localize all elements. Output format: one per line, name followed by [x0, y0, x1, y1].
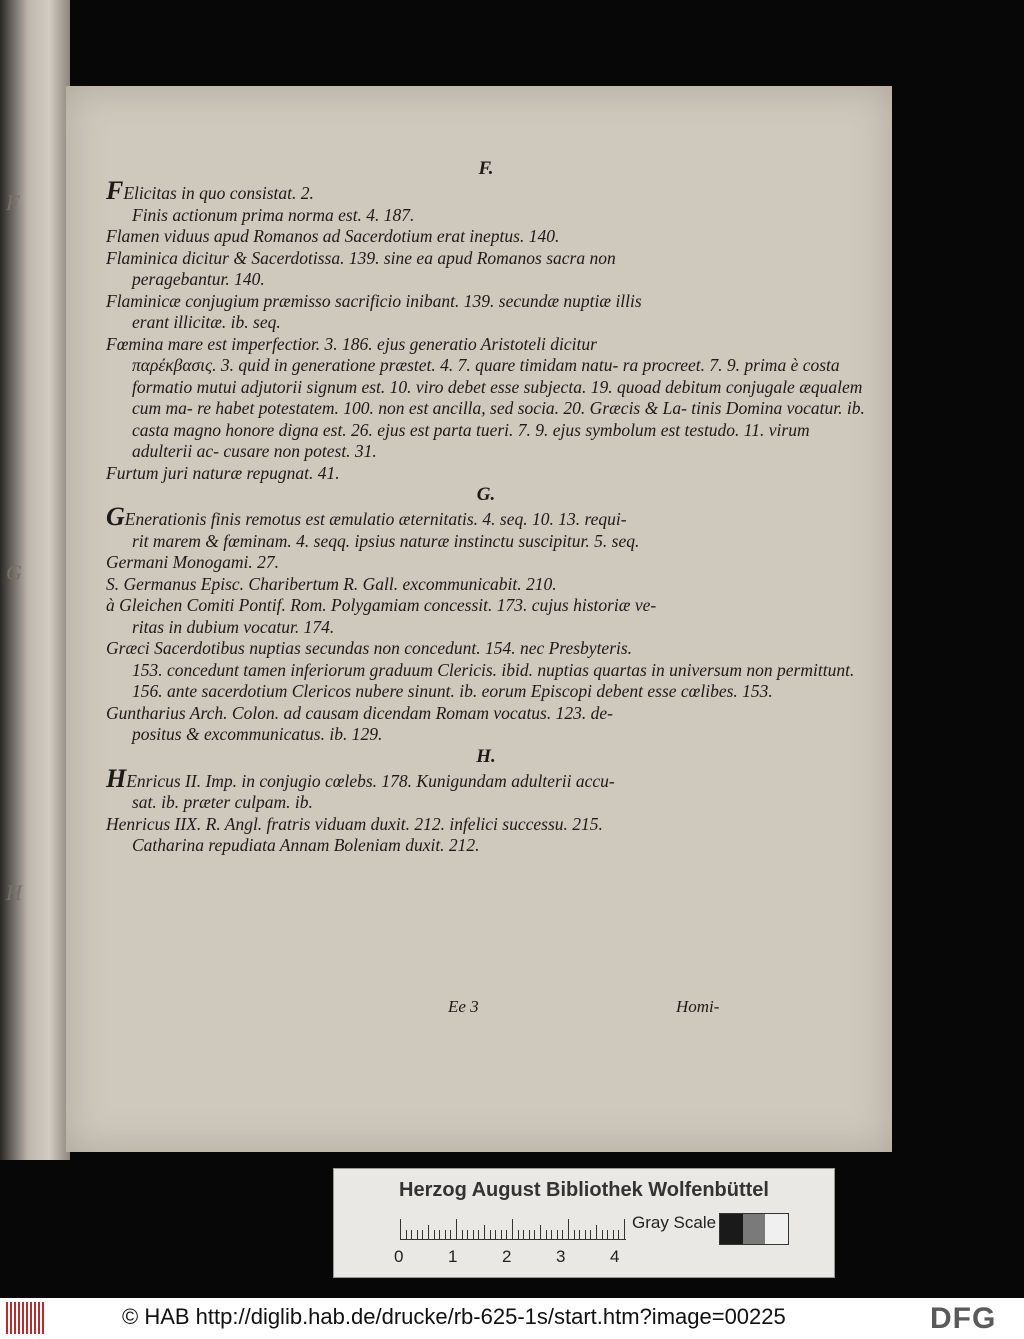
ruler-tick [411, 1230, 412, 1239]
ruler-tick [417, 1230, 418, 1239]
signature-mark: Ee 3 [448, 997, 479, 1016]
ruler-tick [607, 1230, 608, 1239]
ruler-tick [484, 1225, 485, 1239]
ruler-tick [596, 1225, 597, 1239]
gray-scale-label: Gray Scale [632, 1213, 717, 1232]
barcode-icon [6, 1302, 46, 1334]
ruler-tick [512, 1219, 513, 1239]
ruler-number: 4 [610, 1247, 620, 1266]
entry-continuation: Catharina repudiata Annam Boleniam duxit. 212. [132, 835, 480, 855]
entry-continuation: erant illicitæ. ib. seq. [132, 312, 281, 332]
ruler-tick [478, 1230, 479, 1239]
index-entry [106, 814, 866, 857]
entry-continuation: Finis actionum prima norma est. 4. 187. [132, 204, 415, 225]
entry-text: Henricus IIX. R. Angl. fratris viduam duxit. 212. infelici successu. 215. [106, 813, 603, 834]
ruler-tick [428, 1225, 429, 1239]
drop-cap: F [106, 176, 124, 205]
index-entry [106, 703, 866, 746]
ruler-tick [400, 1219, 401, 1239]
ruler-tick [590, 1230, 591, 1239]
entry-text: Enricus II. Imp. in conjugio cœlebs. 178. Kunigundam adulterii accu- [126, 770, 615, 791]
entry-text: à Gleichen Comiti Pontif. Rom. Polygamiam concessit. 173. cujus historiæ ve- [106, 595, 657, 615]
drop-cap: H [106, 763, 127, 793]
entry-text: Germani Monogami. 27. [106, 552, 280, 572]
gray-swatch [765, 1214, 788, 1244]
ruler-tick [551, 1230, 552, 1239]
ruler-number: 2 [502, 1247, 512, 1266]
entry-continuation: rit marem & fœminam. 4. seqq. ipsius naturæ instinctu suscipitur. 5. seq. [132, 530, 640, 551]
section-heading-h: H. [476, 745, 496, 767]
entries-h [106, 763, 866, 857]
adjacent-page-edge [0, 0, 70, 1160]
ruler-tick [501, 1230, 502, 1239]
bleed-text: G [6, 560, 22, 585]
entry-continuation: sat. ib. præter culpam. ib. [132, 792, 313, 812]
entry-continuation: peragebantur. 140. [132, 269, 265, 289]
ruler-tick [462, 1230, 463, 1239]
ruler-tick [434, 1230, 435, 1239]
index-entry [106, 502, 866, 552]
ruler-tick [540, 1225, 541, 1239]
bleed-text: F [6, 190, 20, 215]
section-heading-g: G. [476, 484, 496, 505]
entry-text: Guntharius Arch. Colon. ad causam dicendam Romam vocatus. 123. de- [106, 702, 613, 723]
ruler-tick [624, 1219, 625, 1239]
dfg-logo: DFG [930, 1302, 997, 1335]
drop-cap: G [106, 502, 125, 531]
scale-ruler [400, 1217, 626, 1240]
index-entry [106, 291, 866, 334]
index-entry [106, 595, 866, 638]
entry-text: Fœmina mare est imperfectior. 3. 186. ejus generatio Aristoteli dicitur [106, 333, 597, 354]
ruler-number: 1 [448, 1247, 458, 1266]
index-entry [106, 226, 866, 248]
index-entry [106, 638, 866, 703]
ruler-tick [422, 1230, 423, 1239]
footer-bar [0, 1298, 1024, 1339]
entry-continuation: παρέκβασις. 3. quid in generatione præstet. 4. 7. quare timidam natu- ra procreet. 7. 9. prima è costa formatio mutui adjutorii signum est. 10. viro debet esse subjecta. 19. quoad debitum conjugale æqualem cum ma- re habet potestatem. 100. non est ancilla, sed socia. 20. Græcis & La- tinis Domina vocatur. ib. casta magno honore digna est. 26. ejus est parta tueri. 7. 9. ejus symbolum est testudo. 11. virum adulterii ac- cusare non potest. 31. [132, 355, 865, 461]
index-entry [106, 248, 866, 291]
entry-text: Elicitas in quo consistat. 2. [123, 183, 314, 203]
ruler-tick [406, 1230, 407, 1239]
ruler-tick [557, 1230, 558, 1239]
entry-text: Græci Sacerdotibus nuptias secundas non concedunt. 154. nec Presbyteris. [106, 638, 633, 658]
bleed-text: H [6, 880, 22, 905]
entry-text: Flamen viduus apud Romanos ad Sacerdotium erat ineptus. 140. [106, 226, 560, 246]
ruler-tick [518, 1230, 519, 1239]
entry-continuation: positus & excommunicatus. ib. 129. [132, 724, 383, 744]
ruler-tick [490, 1230, 491, 1239]
ruler-tick [495, 1230, 496, 1239]
ruler-tick [473, 1230, 474, 1239]
ruler-number: 3 [556, 1247, 566, 1266]
index-entry [106, 176, 866, 226]
gray-swatch [720, 1214, 743, 1244]
entries-f [106, 176, 866, 484]
index-entry [106, 574, 866, 596]
ruler-tick [613, 1230, 614, 1239]
ruler-tick [523, 1230, 524, 1239]
book-page [66, 86, 892, 1152]
color-calibration-bar [333, 1168, 835, 1278]
ruler-tick [439, 1230, 440, 1239]
ruler-tick [529, 1230, 530, 1239]
entry-text: Flaminica dicitur & Sacerdotissa. 139. sine ea apud Romanos sacra non [106, 247, 616, 268]
ruler-tick [568, 1219, 569, 1239]
ruler-tick [585, 1230, 586, 1239]
index-entry [106, 463, 866, 485]
entry-text: Flaminicæ conjugium præmisso sacrificio inibant. 139. secundæ nuptiæ illis [106, 290, 642, 311]
gray-swatches [719, 1213, 789, 1245]
section-heading-f: F. [478, 158, 494, 179]
index-entry [106, 763, 866, 814]
index-entry [106, 552, 866, 574]
catchword: Homi- [676, 997, 720, 1016]
ruler-tick [602, 1230, 603, 1239]
ruler-tick [506, 1230, 507, 1239]
entries-g [106, 502, 866, 746]
library-name: Herzog August Bibliothek Wolfenbüttel [399, 1179, 769, 1201]
ruler-tick [574, 1230, 575, 1239]
ruler-tick [579, 1230, 580, 1239]
entry-continuation: ritas in dubium vocatur. 174. [132, 616, 335, 637]
ruler-tick [546, 1230, 547, 1239]
entry-text: Enerationis finis remotus est æmulatio æternitatis. 4. seq. 10. 13. requi- [124, 509, 627, 529]
ruler-tick [534, 1230, 535, 1239]
index-entry [106, 334, 866, 463]
ruler-number: 0 [394, 1247, 404, 1266]
ruler-tick [562, 1230, 563, 1239]
entry-continuation: 153. concedunt tamen inferiorum graduum Clericis. ibid. nuptias quartas in universum non permittunt. 156. ante sacerdotium Clericos nubere sinunt. ib. eorum Episcopi debent esse cœlibes. 153. [132, 659, 855, 701]
ruler-tick [456, 1219, 457, 1239]
gray-swatch [743, 1214, 766, 1244]
ruler-tick [618, 1230, 619, 1239]
ruler-tick [445, 1230, 446, 1239]
ruler-tick [467, 1230, 468, 1239]
index-text [106, 158, 866, 857]
entry-text: Furtum juri naturæ repugnat. 41. [106, 462, 340, 483]
copyright-url[interactable]: © HAB http://diglib.hab.de/drucke/rb-625-1s/start.htm?image=00225 [122, 1304, 786, 1329]
entry-text: S. Germanus Episc. Charibertum R. Gall. excommunicabit. 210. [106, 573, 557, 594]
ruler-tick [450, 1230, 451, 1239]
